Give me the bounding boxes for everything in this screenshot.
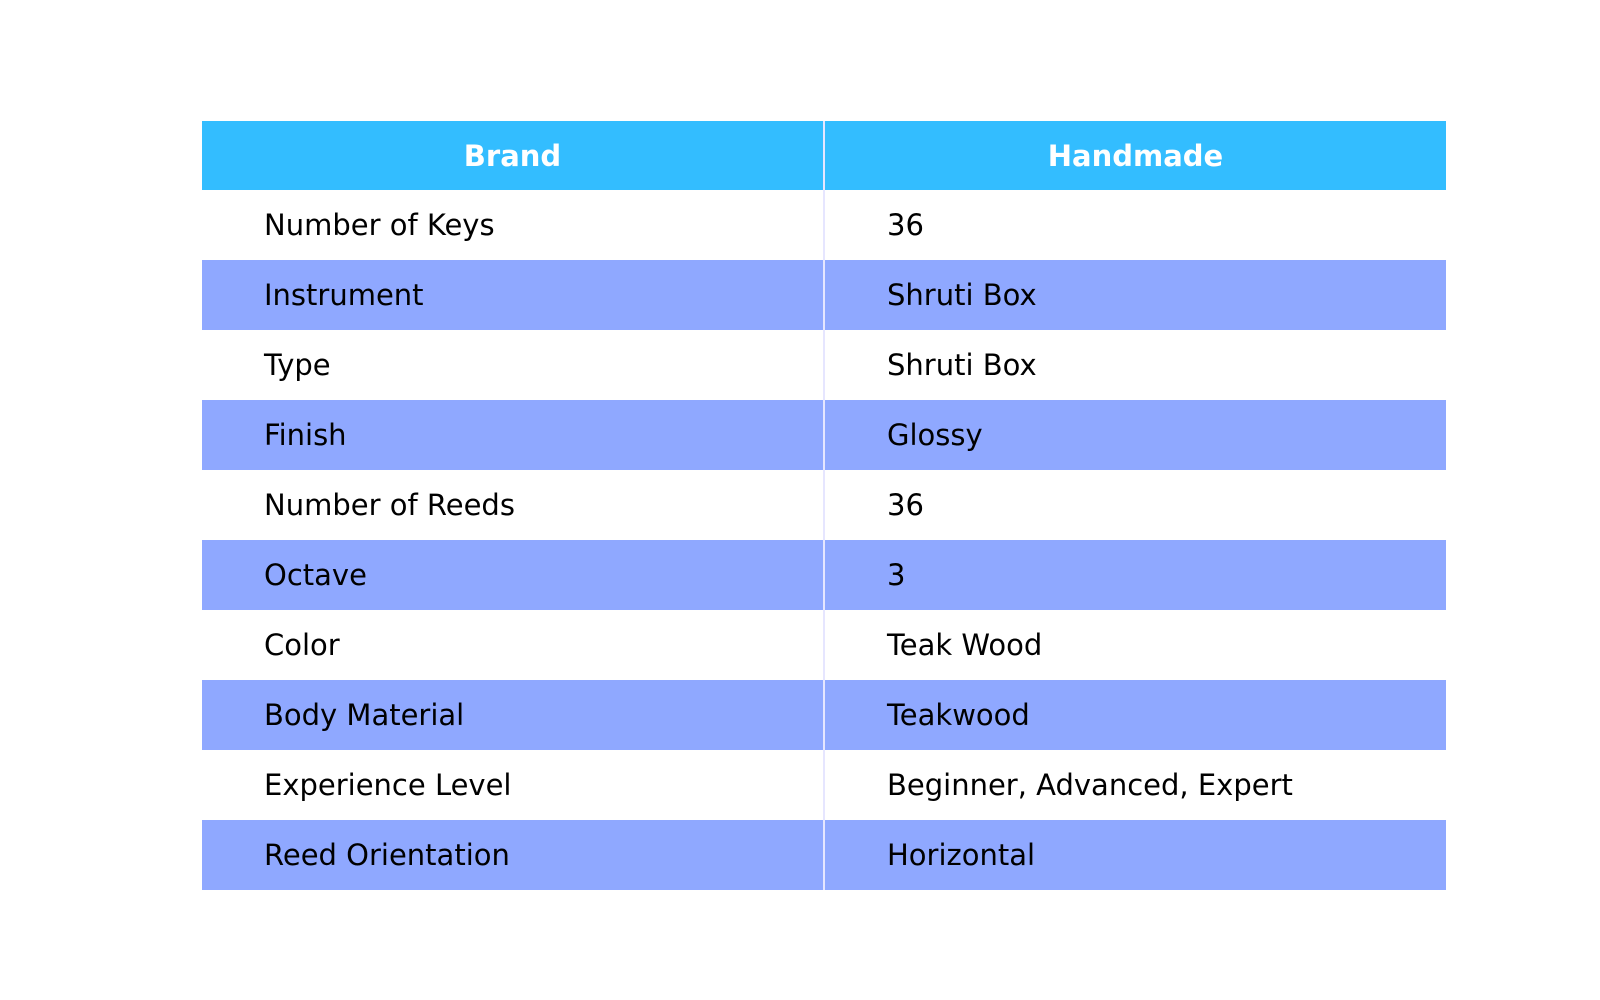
attribute-cell: Experience Level <box>202 750 824 820</box>
attribute-cell: Color <box>202 610 824 680</box>
attribute-cell: Number of Reeds <box>202 470 824 540</box>
table-row <box>202 330 1446 400</box>
table-row <box>202 610 1446 680</box>
table-row <box>202 260 1446 330</box>
attribute-cell: Number of Keys <box>202 190 824 260</box>
attribute-cell: Body Material <box>202 680 824 750</box>
spec-table <box>202 121 1446 890</box>
table-row <box>202 470 1446 540</box>
value-cell: 36 <box>824 190 1446 260</box>
attribute-cell: Octave <box>202 540 824 610</box>
header-handmade: Handmade <box>824 121 1446 190</box>
value-cell: Horizontal <box>824 820 1446 890</box>
attribute-cell: Type <box>202 330 824 400</box>
value-cell: Shruti Box <box>824 260 1446 330</box>
table-row <box>202 400 1446 470</box>
value-cell: Shruti Box <box>824 330 1446 400</box>
table-row <box>202 820 1446 890</box>
spec-table-container <box>202 121 1446 890</box>
header-brand: Brand <box>202 121 824 190</box>
attribute-cell: Instrument <box>202 260 824 330</box>
table-row <box>202 680 1446 750</box>
value-cell: 36 <box>824 470 1446 540</box>
attribute-cell: Finish <box>202 400 824 470</box>
value-cell: Beginner, Advanced, Expert <box>824 750 1446 820</box>
value-cell: 3 <box>824 540 1446 610</box>
value-cell: Glossy <box>824 400 1446 470</box>
value-cell: Teak Wood <box>824 610 1446 680</box>
table-header-row <box>202 121 1446 190</box>
table-row <box>202 750 1446 820</box>
table-row <box>202 540 1446 610</box>
attribute-cell: Reed Orientation <box>202 820 824 890</box>
table-row <box>202 190 1446 260</box>
value-cell: Teakwood <box>824 680 1446 750</box>
